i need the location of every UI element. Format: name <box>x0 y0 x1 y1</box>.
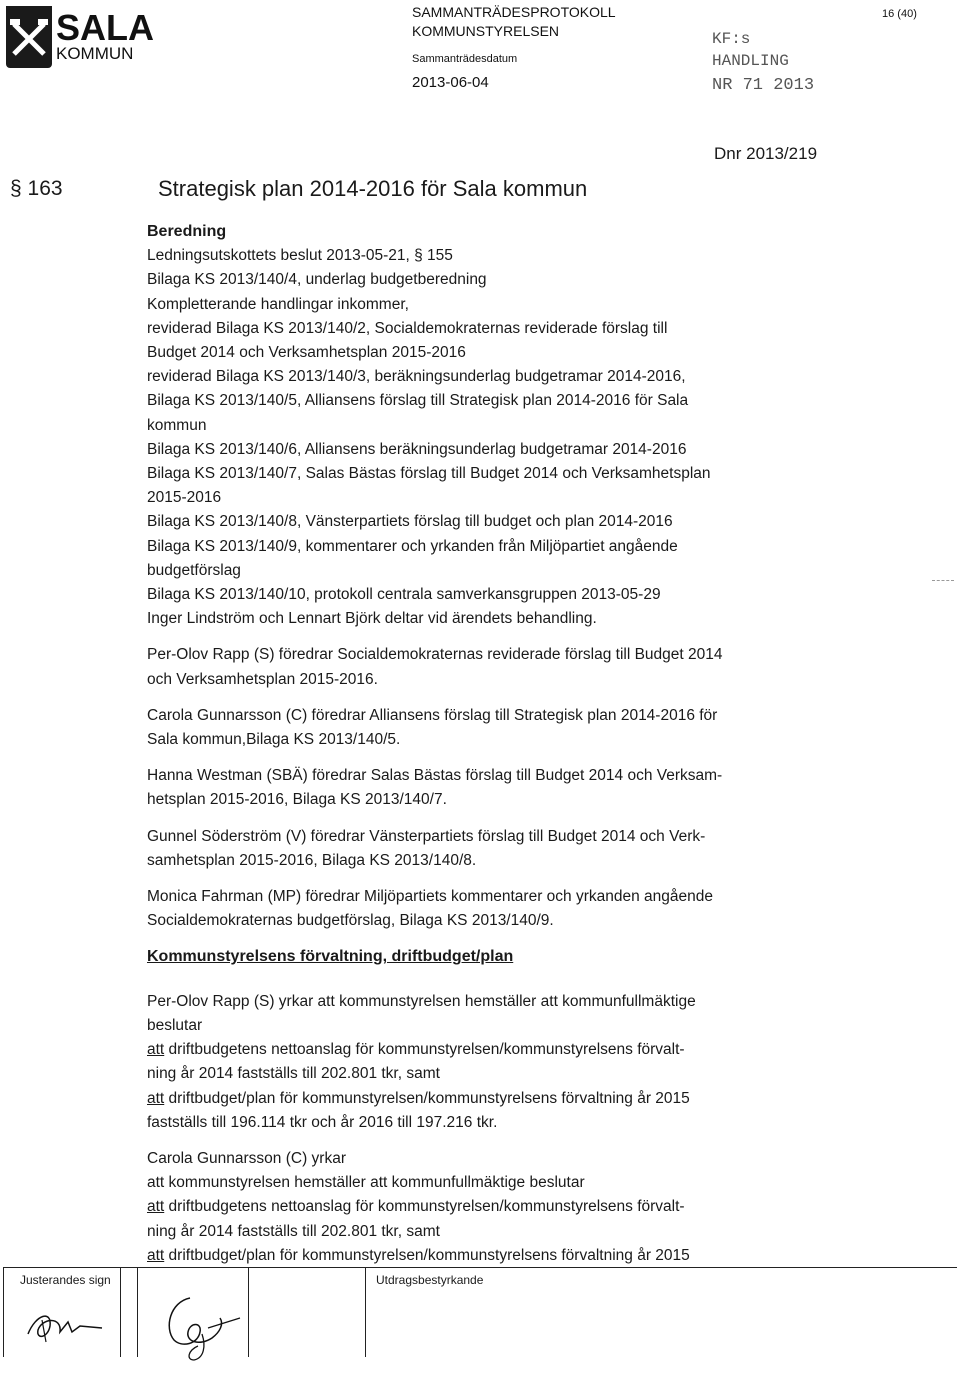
protocol-body <box>147 220 827 1268</box>
board-name: KOMMUNSTYRELSEN <box>412 23 560 39</box>
presentation-line: och Verksamhetsplan 2015-2016. <box>147 670 378 688</box>
signature-1-icon <box>22 1296 112 1356</box>
paragraph-number: § 163 <box>10 177 63 200</box>
page-number: 16 (40) <box>882 8 917 20</box>
beredning-line: Ledningsutskottets beslut 2013-05-21, § 155 <box>147 247 453 265</box>
presentation-line: samhetsplan 2015-2016, Bilaga KS 2013/140/8. <box>147 851 477 869</box>
beredning-line: budgetförslag <box>147 561 241 579</box>
stamp-line-2: HANDLING <box>712 52 789 70</box>
logo-kommun: KOMMUN <box>56 44 134 63</box>
beredning-line: Bilaga KS 2013/140/9, kommentarer och yrkanden från Miljöpartiet angående <box>147 537 678 555</box>
beredning-heading: Beredning <box>147 223 227 240</box>
beredning-line: Bilaga KS 2013/140/8, Vänsterpartiets förslag till budget och plan 2014-2016 <box>147 513 673 531</box>
presentation-line: Socialdemokraternas budgetförslag, Bilaga KS 2013/140/9. <box>147 912 554 930</box>
beredning-line: Kompletterande handlingar inkommer, <box>147 295 409 313</box>
presentation-line: hetsplan 2015-2016, Bilaga KS 2013/140/7. <box>147 791 447 809</box>
date-label: Sammanträdesdatum <box>412 53 518 65</box>
beredning-line: kommun <box>147 416 207 434</box>
att-clause: att driftbudget/plan för kommunstyrelsen/kommunstyrelsens förvaltning år 2015 <box>147 1089 690 1107</box>
yrkande-intro: Carola Gunnarsson (C) yrkar <box>147 1149 346 1167</box>
presentation-line: Carola Gunnarsson (C) föredrar Alliansens förslag till Strategisk plan 2014-2016 för <box>147 706 718 724</box>
beredning-line: Bilaga KS 2013/140/10, protokoll centrala samverkansgruppen 2013-05-29 <box>147 586 661 604</box>
beredning-line: Budget 2014 och Verksamhetsplan 2015-2016 <box>147 344 466 362</box>
beredning-line: Bilaga KS 2013/140/4, underlag budgetberedning <box>147 271 487 289</box>
subheading-driftbudget: Kommunstyrelsens förvaltning, driftbudget/plan <box>147 948 514 966</box>
stamp-line-3: NR 71 2013 <box>712 76 815 95</box>
beredning-line: Bilaga KS 2013/140/7, Salas Bästas förslag till Budget 2014 och Verksamhetsplan <box>147 465 711 483</box>
beredning-line: reviderad Bilaga KS 2013/140/3, beräkningsunderlag budgetramar 2014-2016, <box>147 368 686 386</box>
att-clause: att driftbudgetens nettoanslag för kommunstyrelsen/kommunstyrelsens förvalt- <box>147 1041 685 1059</box>
presentation-line: Monica Fahrman (MP) föredrar Miljöpartiets kommentarer och yrkanden angående <box>147 888 713 906</box>
att-clause-cont: fastställs till 196.114 tkr och år 2016 till 197.216 tkr. <box>147 1113 498 1131</box>
dnr-number: Dnr 2013/219 <box>714 144 818 163</box>
att-clause: att driftbudgetens nettoanslag för kommunstyrelsen/kommunstyrelsens förvalt- <box>147 1198 685 1216</box>
att-word: att <box>147 1041 165 1059</box>
signature-2-icon <box>150 1288 250 1366</box>
justerande-label: Justerandes sign <box>20 1273 111 1287</box>
att-word: att <box>147 1089 165 1107</box>
yrkande-intro: beslutar <box>147 1016 203 1034</box>
meeting-date: 2013-06-04 <box>412 74 489 91</box>
presentation-line: Hanna Westman (SBÄ) föredrar Salas Bästas förslag till Budget 2014 och Verksam- <box>147 767 723 785</box>
att-clause-cont: ning år 2014 fastställs till 202.801 tkr, samt <box>147 1222 440 1240</box>
att-word: att <box>147 1198 165 1216</box>
att-clause-cont: ning år 2014 fastställs till 202.801 tkr, samt <box>147 1065 440 1083</box>
yrkande-intro: att kommunstyrelsen hemställer att kommunfullmäktige beslutar <box>147 1174 585 1192</box>
presentation-line: Per-Olov Rapp (S) föredrar Socialdemokraternas reviderade förslag till Budget 2014 <box>147 646 723 664</box>
protocol-type: SAMMANTRÄDESPROTOKOLL <box>412 4 616 20</box>
utdrag-label: Utdragsbestyrkande <box>376 1273 484 1287</box>
yrkande-intro: Per-Olov Rapp (S) yrkar att kommunstyrelsen hemställer att kommunfullmäktige <box>147 992 696 1010</box>
logo-sala: SALA <box>56 7 154 48</box>
section-title: Strategisk plan 2014-2016 för Sala kommun <box>158 176 588 201</box>
margin-mark <box>932 580 954 581</box>
beredning-line: Inger Lindström och Lennart Björk deltar vid ärendets behandling. <box>147 610 597 628</box>
beredning-line: reviderad Bilaga KS 2013/140/2, Socialdemokraternas reviderade förslag till <box>147 319 668 337</box>
beredning-line: Bilaga KS 2013/140/6, Alliansens beräkningsunderlag budgetramar 2014-2016 <box>147 440 687 458</box>
beredning-line: 2015-2016 <box>147 489 222 507</box>
att-clause: att driftbudget/plan för kommunstyrelsen/kommunstyrelsens förvaltning år 2015 <box>147 1246 690 1264</box>
stamp-line-1: KF:s <box>712 30 751 48</box>
beredning-line: Bilaga KS 2013/140/5, Alliansens förslag till Strategisk plan 2014-2016 för Sala <box>147 392 689 410</box>
att-word: att <box>147 1246 165 1264</box>
presentation-line: Gunnel Söderström (V) föredrar Vänsterpartiets förslag till Budget 2014 och Verk- <box>147 827 706 845</box>
presentation-line: Sala kommun,Bilaga KS 2013/140/5. <box>147 731 401 749</box>
